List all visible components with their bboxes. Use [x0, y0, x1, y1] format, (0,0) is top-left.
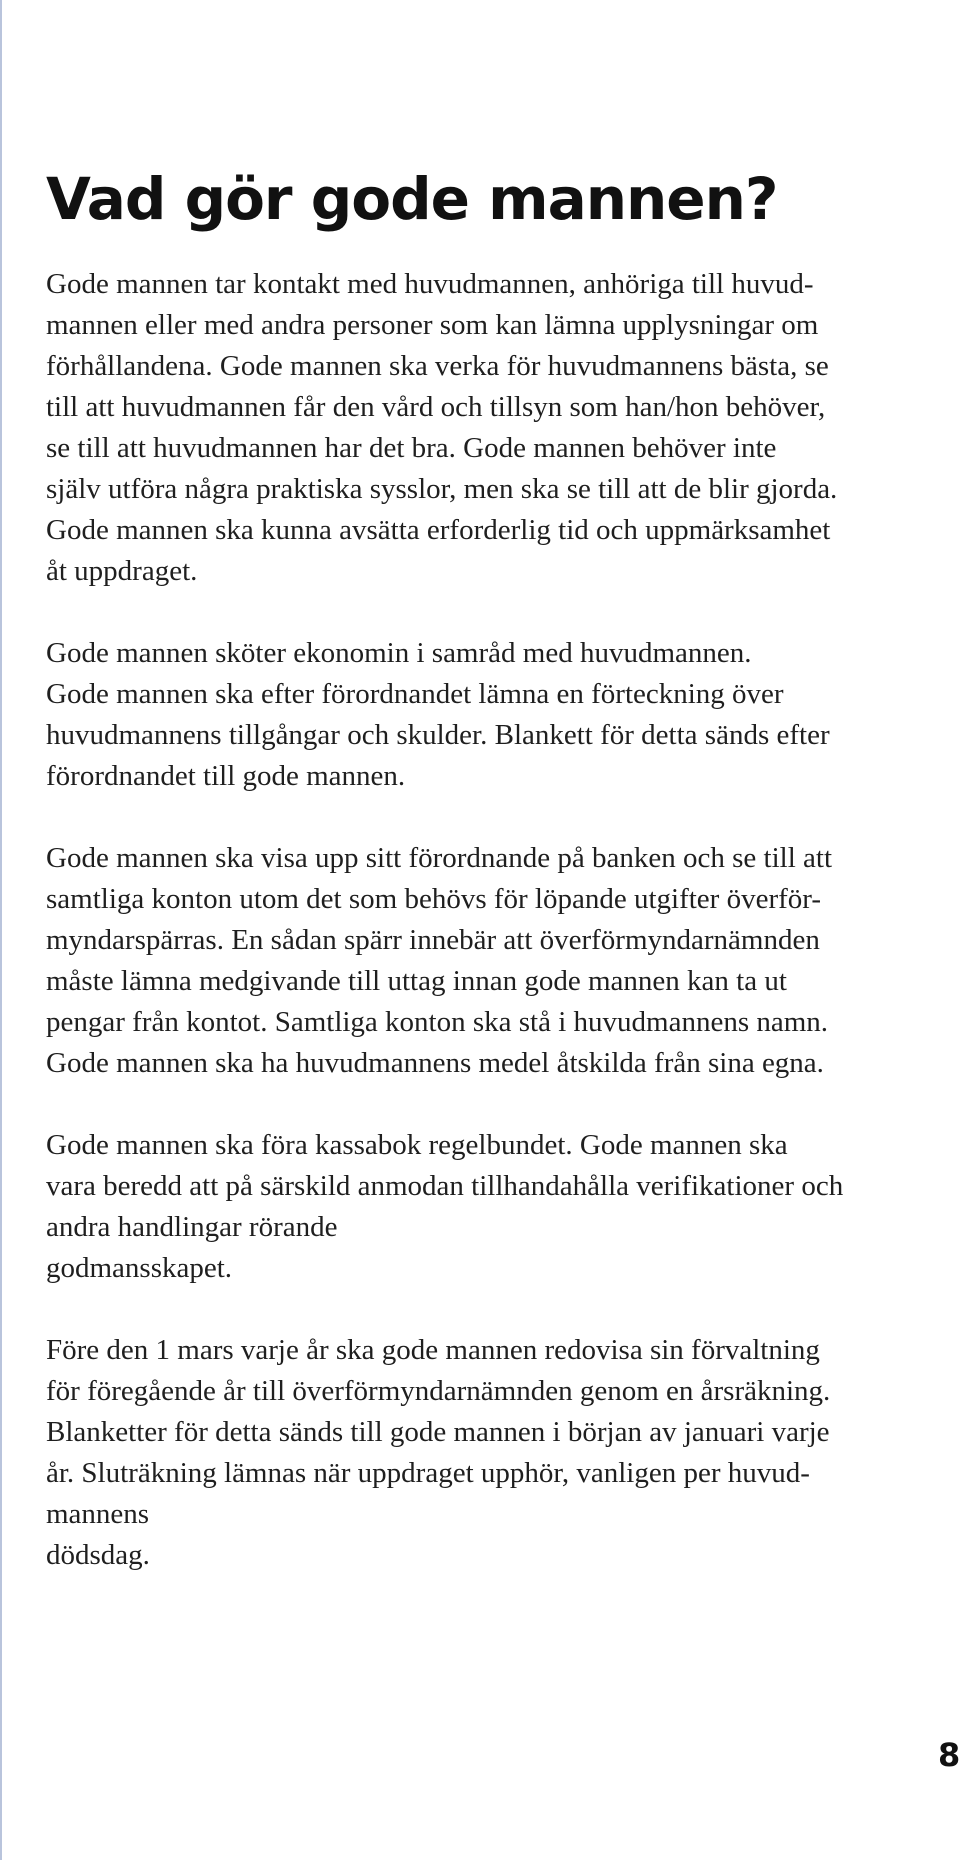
text-line: dödsdag.	[46, 1539, 150, 1571]
text-line: Gode mannen ska ha huvudmannens medel åtskilda från sina egna.	[46, 1047, 824, 1079]
text-line: Gode mannen tar kontakt med huvudmannen, anhöriga till huvud-	[46, 268, 814, 300]
text-line: Gode mannen sköter ekonomin i samråd med huvudmannen.	[46, 637, 752, 669]
text-line: vara beredd att på särskild anmodan tillhandahålla verifikationer och	[46, 1170, 844, 1202]
text-line: Gode mannen ska kunna avsätta erforderlig tid och uppmärksamhet	[46, 514, 831, 546]
page-edge-border	[0, 0, 2, 1860]
paragraph-contact	[46, 264, 946, 592]
paragraph-economy	[46, 633, 946, 797]
text-line: Gode mannen ska visa upp sitt förordnande på banken och se till att	[46, 842, 833, 874]
text-line: huvudmannens tillgångar och skulder. Blankett för detta sänds efter	[46, 719, 830, 751]
text-line: Blanketter för detta sänds till gode mannen i början av januari varje	[46, 1416, 830, 1448]
page-title: Vad gör gode mannen?	[46, 165, 778, 233]
text-line: för föregående år till överförmyndarnämnden genom en årsräkning.	[46, 1375, 831, 1407]
text-line: Gode mannen ska efter förordnandet lämna en förteckning över	[46, 678, 784, 710]
text-line: år. Sluträkning lämnas när uppdraget upphör, vanligen per huvud-	[46, 1457, 810, 1489]
text-line: se till att huvudmannen har det bra. Gode mannen behöver inte	[46, 432, 777, 464]
text-line: mannen eller med andra personer som kan lämna upplysningar om	[46, 309, 819, 341]
page-number: 8	[938, 1736, 960, 1774]
paragraph-bank	[46, 838, 946, 1084]
text-line: förordnandet till gode mannen.	[46, 760, 406, 792]
text-line: själv utföra några praktiska sysslor, men ska se till att de blir gjorda.	[46, 473, 838, 505]
text-line: myndarspärras. En sådan spärr innebär att överförmyndarnämnden	[46, 924, 820, 956]
text-line: pengar från kontot. Samtliga konton ska stå i huvudmannens namn.	[46, 1006, 829, 1038]
text-line: Gode mannen ska föra kassabok regelbundet. Gode mannen ska	[46, 1129, 788, 1161]
paragraph-annual-report	[46, 1330, 946, 1576]
text-line: andra handlingar rörande	[46, 1211, 338, 1243]
text-line: åt uppdraget.	[46, 555, 198, 587]
text-line: till att huvudmannen får den vård och tillsyn som han/hon behöver,	[46, 391, 826, 423]
text-line: Före den 1 mars varje år ska gode mannen redovisa sin förvaltning	[46, 1334, 820, 1366]
text-line: mannens	[46, 1498, 150, 1530]
body-text	[46, 264, 946, 1617]
text-line: godmansskapet.	[46, 1252, 233, 1284]
text-line: förhållandena. Gode mannen ska verka för huvudmannens bästa, se	[46, 350, 829, 382]
text-line: samtliga konton utom det som behövs för löpande utgifter överför-	[46, 883, 821, 915]
text-line: måste lämna medgivande till uttag innan gode mannen kan ta ut	[46, 965, 787, 997]
paragraph-cashbook	[46, 1125, 946, 1289]
